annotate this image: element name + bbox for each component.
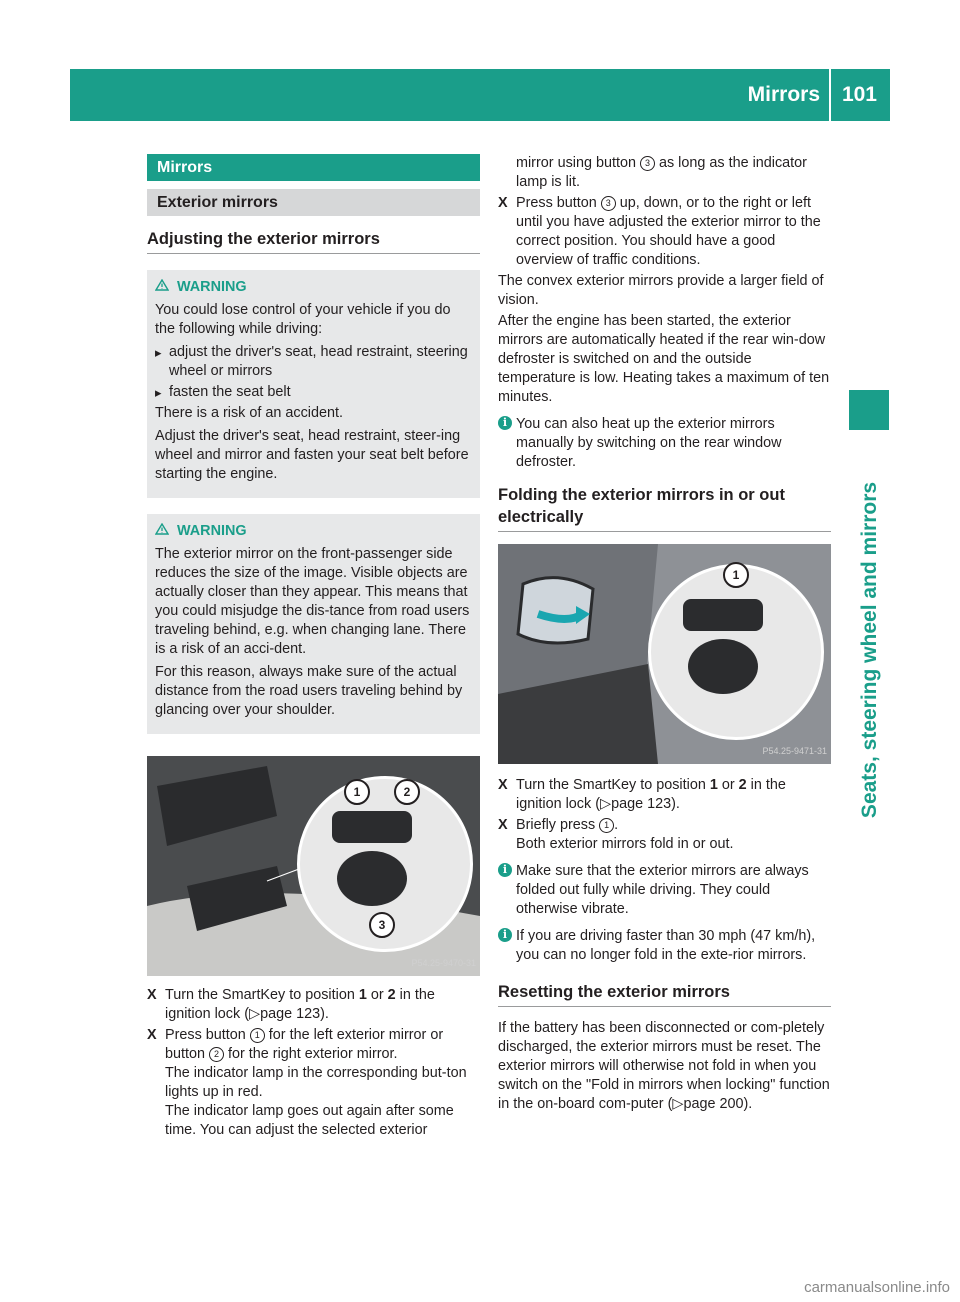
mirror-fold-photo bbox=[498, 544, 831, 764]
paragraph-convex: The convex exterior mirrors provide a larger field of vision. bbox=[498, 273, 824, 308]
info-icon: i bbox=[498, 928, 512, 942]
warning-box-2 bbox=[147, 514, 480, 734]
photo-code: P54.25-9471-31 bbox=[762, 746, 827, 756]
photo-code: P54.25-9470-31 bbox=[411, 958, 476, 968]
mirror-select-panel bbox=[683, 599, 763, 631]
right-column bbox=[498, 154, 831, 1116]
warning-box-1 bbox=[147, 270, 480, 498]
step-continued: mirror using button 3 as long as the indicator lamp is lit. bbox=[516, 155, 807, 190]
subsection-title: Exterior mirrors bbox=[147, 189, 480, 216]
warning-text: The exterior mirror on the front-passenger side reduces the size of the image. Visible objects are actually closer than they appear. This means that you could misjudge the dis-tance from road users traveling behind, e.g. when changing lane. There is a risk of an acci-dent. bbox=[155, 546, 470, 657]
heading-adjusting: Adjusting the exterior mirrors bbox=[147, 228, 480, 254]
callout-1: 1 bbox=[723, 562, 749, 588]
info-note-folded: i Make sure that the exterior mirrors are always folded out fully while driving. They could otherwise vibrate. bbox=[498, 862, 831, 919]
step-press-fold: X Briefly press 1 . Both exterior mirrors fold in or out. bbox=[498, 817, 734, 852]
footer-watermark: carmanualsonline.info bbox=[804, 1279, 950, 1296]
warning-risk: There is a risk of an accident. bbox=[155, 405, 343, 421]
step-press-adjust: X Press button 3 up, down, or to the right or left until you have adjusted the exterior mirror to the correct position. You should have a good overview of traffic conditions. bbox=[498, 195, 821, 268]
mirror-adjust-pad bbox=[337, 851, 407, 906]
paragraph-reset: If the battery has been disconnected or com-pletely discharged, the exterior mirrors must be reset. The exterior mirrors will otherwise not fold in when you switch on the "Fold in mirrors when locking" function in the on-board com-puter (▷page 200). bbox=[498, 1020, 830, 1112]
warning-advice: Adjust the driver's seat, head restraint, steer-ing wheel and mirror and fasten your seat belt before starting the engine. bbox=[155, 428, 469, 482]
warning-title: WARNING bbox=[155, 278, 472, 297]
info-icon: i bbox=[498, 416, 512, 430]
warning-title: WARNING bbox=[155, 522, 472, 541]
mirror-select-panel bbox=[332, 811, 412, 843]
info-note-heat: i You can also heat up the exterior mirrors manually by switching on the rear window defroster. bbox=[498, 415, 831, 472]
callout-2: 2 bbox=[394, 779, 420, 805]
step-press-button: X Press button 1 for the left exterior mirror or button 2 for the right exterior mirror. The indicator lamp in the corresponding but-ton lights up in red. The indicator lamp goes out again after some time. You can adjust the selected exterior bbox=[147, 1027, 467, 1138]
page-header bbox=[70, 69, 890, 121]
info-icon: i bbox=[498, 863, 512, 877]
callout-3: 3 bbox=[369, 912, 395, 938]
warning-bullet: ▸ adjust the driver's seat, head restraint, steering wheel or mirrors bbox=[155, 343, 472, 381]
header-title: Mirrors bbox=[747, 83, 820, 106]
page-ref-arrow-icon: ▷ bbox=[672, 1096, 684, 1112]
warning-intro: You could lose control of your vehicle if you do the following while driving: bbox=[155, 302, 451, 337]
page-number: 101 bbox=[841, 83, 877, 106]
heading-folding: Folding the exterior mirrors in or out electrically bbox=[498, 484, 831, 532]
page-ref-arrow-icon: ▷ bbox=[599, 796, 612, 812]
side-tab-text: Seats, steering wheel and mirrors bbox=[858, 481, 881, 819]
header-separator bbox=[829, 69, 831, 121]
warning-bullet: ▸ fasten the seat belt bbox=[155, 383, 472, 402]
warning-triangle-icon bbox=[155, 522, 171, 541]
info-note-speed: i If you are driving faster than 30 mph (47 km/h), you can no longer fold in the exte-rior mirrors. bbox=[498, 927, 831, 965]
side-tab-marker bbox=[849, 390, 889, 430]
mirror-adjust-pad bbox=[688, 639, 758, 694]
step-turn-key: X Turn the SmartKey to position 1 or 2 in the ignition lock (▷page 123). bbox=[498, 777, 786, 812]
step-turn-key: X Turn the SmartKey to position 1 or 2 in the ignition lock (▷page 123). bbox=[147, 987, 435, 1022]
heading-resetting: Resetting the exterior mirrors bbox=[498, 981, 831, 1007]
warning-text: For this reason, always make sure of the actual distance from the road users traveling behind by glancing over your shoulder. bbox=[155, 664, 463, 718]
page-ref-arrow-icon: ▷ bbox=[248, 1006, 261, 1022]
left-column bbox=[147, 154, 480, 1142]
callout-1: 1 bbox=[344, 779, 370, 805]
paragraph-heated: After the engine has been started, the exterior mirrors are automatically heated if the rear win-dow defroster is switched on and the outside temperature is low. Heating takes a maximum of ten minutes. bbox=[498, 313, 830, 405]
warning-triangle-icon bbox=[155, 278, 171, 297]
door-control-photo bbox=[147, 756, 480, 976]
section-title: Mirrors bbox=[147, 154, 480, 181]
